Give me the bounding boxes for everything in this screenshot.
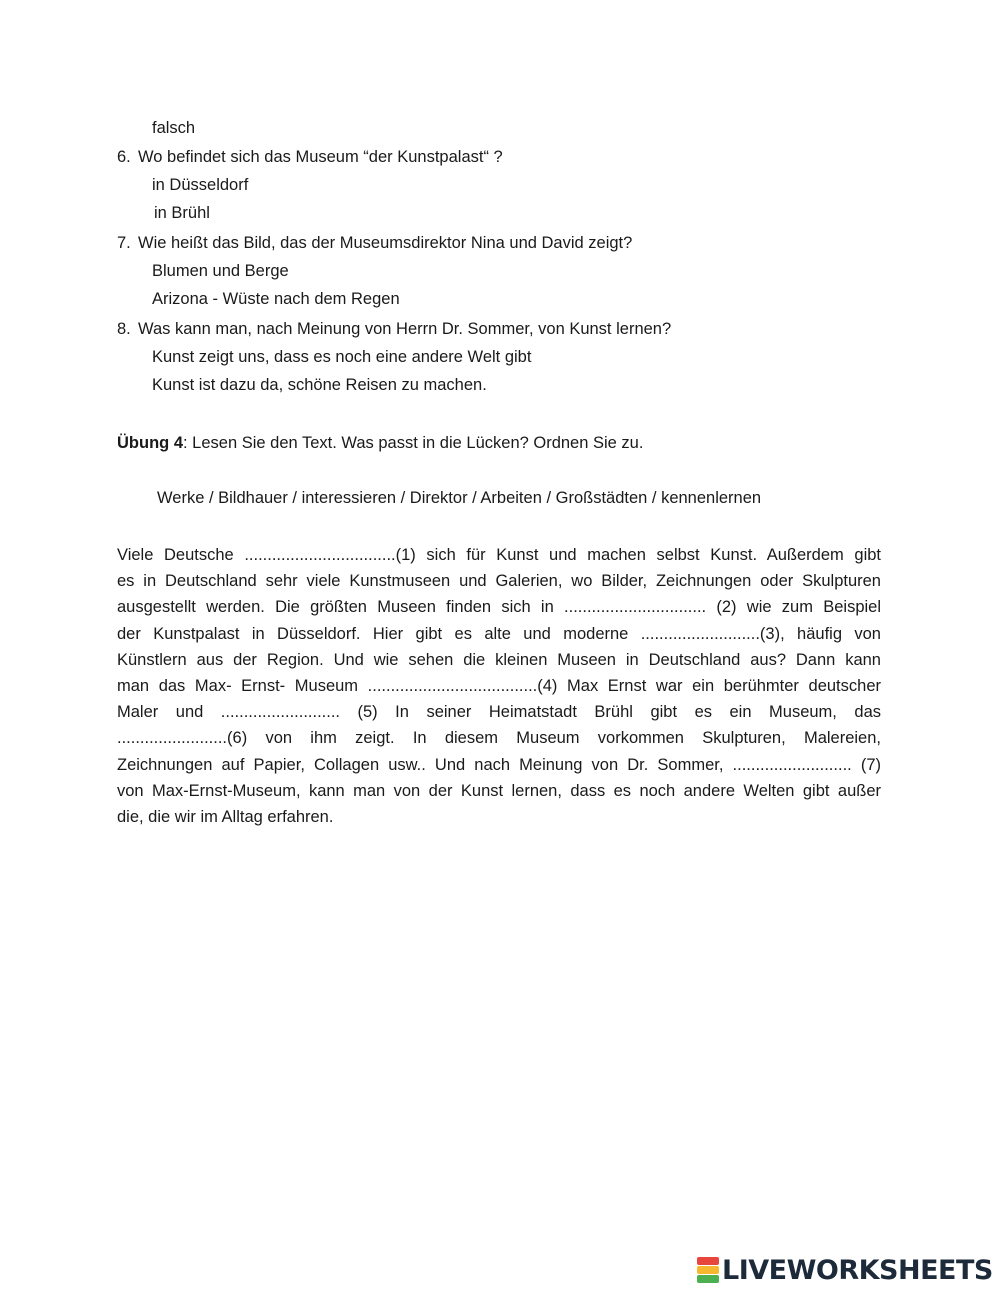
paragraph-line: es in Deutschland sehr viele Kunstmuseen und Galerien, wo Bilder, Zeichnungen oder Skulpturen	[117, 572, 881, 591]
exercise-instruction: : Lesen Sie den Text. Was passt in die Lücken? Ordnen Sie zu.	[183, 434, 644, 452]
paragraph-line: man das Max- Ernst- Museum .....................................(4) Max Ernst war ein berühmter deutscher	[117, 677, 881, 696]
paragraph-line: Zeichnungen auf Papier, Collagen usw.. Und nach Meinung von Dr. Sommer, .......................... (7)	[117, 755, 881, 774]
question-number: 6.	[117, 148, 131, 166]
word-bank: Werke / Bildhauer / interessieren / Direktor / Arbeiten / Großstädten / kennenlernen	[157, 489, 762, 507]
paragraph-line: der Kunstpalast in Düsseldorf. Hier gibt es alte und moderne ..........................(3), häufig von	[117, 624, 881, 643]
question-8	[117, 319, 671, 339]
answer-option[interactable]: falsch	[152, 119, 196, 137]
question-text: Wo befindet sich das Museum “der Kunstpalast“ ?	[138, 148, 503, 166]
liveworksheets-logo	[697, 1255, 993, 1285]
exercise-heading	[117, 432, 643, 454]
paragraph-line: ........................(6) von ihm zeigt. In diesem Museum vorkommen Skulpturen, Malereien,	[117, 729, 881, 748]
question-7	[117, 233, 632, 253]
paragraph-line: von Max-Ernst-Museum, kann man von der Kunst lernen, dass es noch andere Welten gibt außer	[117, 781, 881, 800]
answer-option[interactable]: Kunst ist dazu da, schöne Reisen zu machen.	[152, 376, 487, 394]
exercise-label: Übung 4	[117, 434, 183, 452]
question-number: 8.	[117, 320, 131, 338]
answer-option[interactable]: in Düsseldorf	[152, 176, 249, 194]
question-number: 7.	[117, 234, 131, 252]
logo-blocks-icon	[697, 1257, 719, 1283]
question-text: Was kann man, nach Meinung von Herrn Dr. Sommer, von Kunst lernen?	[138, 320, 672, 338]
paragraph-line: ausgestellt werden. Die größten Museen finden sich in ............................... (2) wie zum Beispiel	[117, 598, 881, 617]
logo-text: LIVEWORKSHEETS	[722, 1254, 993, 1286]
question-6	[117, 147, 503, 167]
paragraph-line: Künstlern aus der Region. Und wie sehen die kleinen Museen in Deutschland aus? Dann kann	[117, 650, 881, 669]
paragraph-line: Maler und .......................... (5) In seiner Heimatstadt Brühl gibt es ein Museum, das	[117, 703, 881, 722]
answer-option[interactable]: Blumen und Berge	[152, 262, 289, 280]
question-text: Wie heißt das Bild, das der Museumsdirektor Nina und David zeigt?	[138, 234, 633, 252]
answer-option[interactable]: Kunst zeigt uns, dass es noch eine andere Welt gibt	[152, 348, 532, 366]
answer-option[interactable]: in Brühl	[154, 204, 210, 222]
cloze-paragraph	[117, 542, 881, 830]
answer-option[interactable]: Arizona - Wüste nach dem Regen	[152, 290, 400, 308]
paragraph-line: Viele Deutsche .................................(1) sich für Kunst und machen selbst Kunst. Außerdem gibt	[117, 546, 881, 564]
paragraph-line: die, die wir im Alltag erfahren.	[117, 808, 334, 827]
